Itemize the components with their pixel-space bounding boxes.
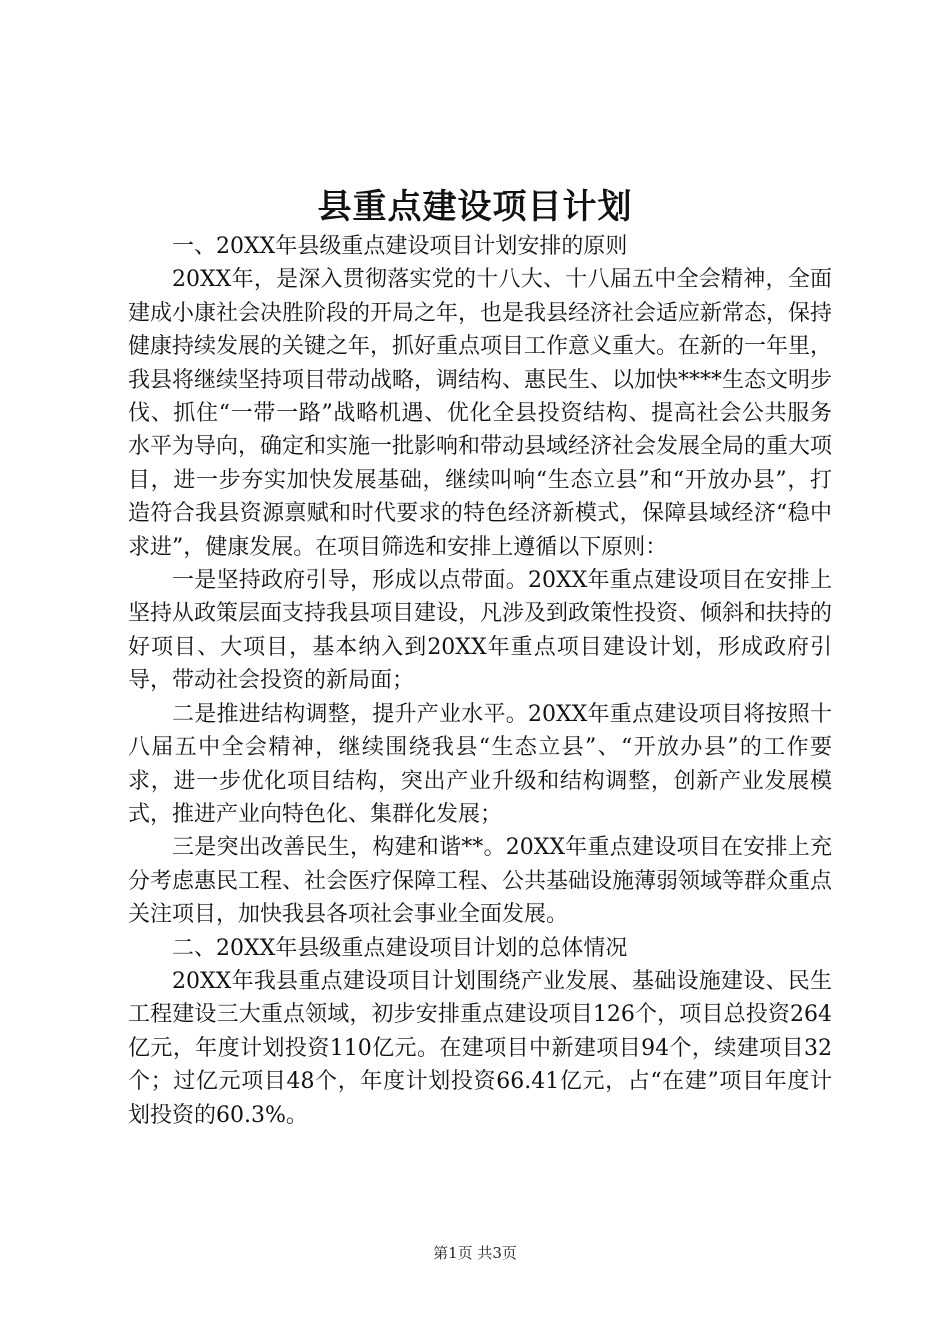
document-body: [128, 230, 832, 1132]
page-footer: 第1页 共3页: [433, 1244, 517, 1262]
document-title: 县重点建设项目计划: [317, 187, 633, 227]
body-paragraph: 20XX年我县重点建设项目计划围绕产业发展、基础设施建设、民生工程建设三大重点领域，初步安排重点建设项目126个，项目总投资264亿元，年度计划投资110亿元。在建项目中新建项目94个，续建项目32个；过亿元项目48个，年度计划投资66.41亿元，占“在建”项目年度计划投资的60.3%。: [128, 968, 832, 1128]
body-paragraph: 20XX年，是深入贯彻落实党的十八大、十八届五中全会精神，全面建成小康社会决胜阶段的开局之年，也是我县经济社会适应新常态，保持健康持续发展的关键之年，抓好重点项目工作意义重大。在新的一年里，我县将继续坚持项目带动战略，调结构、惠民生、以加快****生态文明步伐、抓住“一带一路”战略机遇、优化全县投资结构、提高社会公共服务水平为导向，确定和实施一批影响和带动县域经济社会发展全局的重大项目，进一步夯实加快发展基础，继续叫响“生态立县”和“开放办县”，打造符合我县资源禀赋和时代要求的特色经济新模式，保障县域经济“稳中求进”，健康发展。在项目筛选和安排上遵循以下原则：: [128, 267, 833, 560]
body-paragraph: 二是推进结构调整，提升产业水平。20XX年重点建设项目将按照十八届五中全会精神，继续围绕我县“生态立县”、“开放办县”的工作要求，进一步优化项目结构，突出产业升级和结构调整，创新产业发展模式，推进产业向特色化、集群化发展；: [128, 701, 832, 827]
section-heading: 二、20XX年县级重点建设项目计划的总体情况: [172, 935, 628, 961]
body-paragraph: 一是坚持政府引导，形成以点带面。20XX年重点建设项目在安排上坚持从政策层面支持我县项目建设，凡涉及到政策性投资、倾斜和扶持的好项目、大项目，基本纳入到20XX年重点项目建设计划，形成政府引导，带动社会投资的新局面；: [128, 568, 833, 694]
section-heading: 一、20XX年县级重点建设项目计划安排的原则: [172, 234, 628, 259]
body-paragraph: 三是突出改善民生，构建和谐**。20XX年重点建设项目在安排上充分考虑惠民工程、社会医疗保障工程、公共基础设施薄弱领域等群众重点关注项目，加快我县各项社会事业全面发展。: [128, 835, 833, 928]
